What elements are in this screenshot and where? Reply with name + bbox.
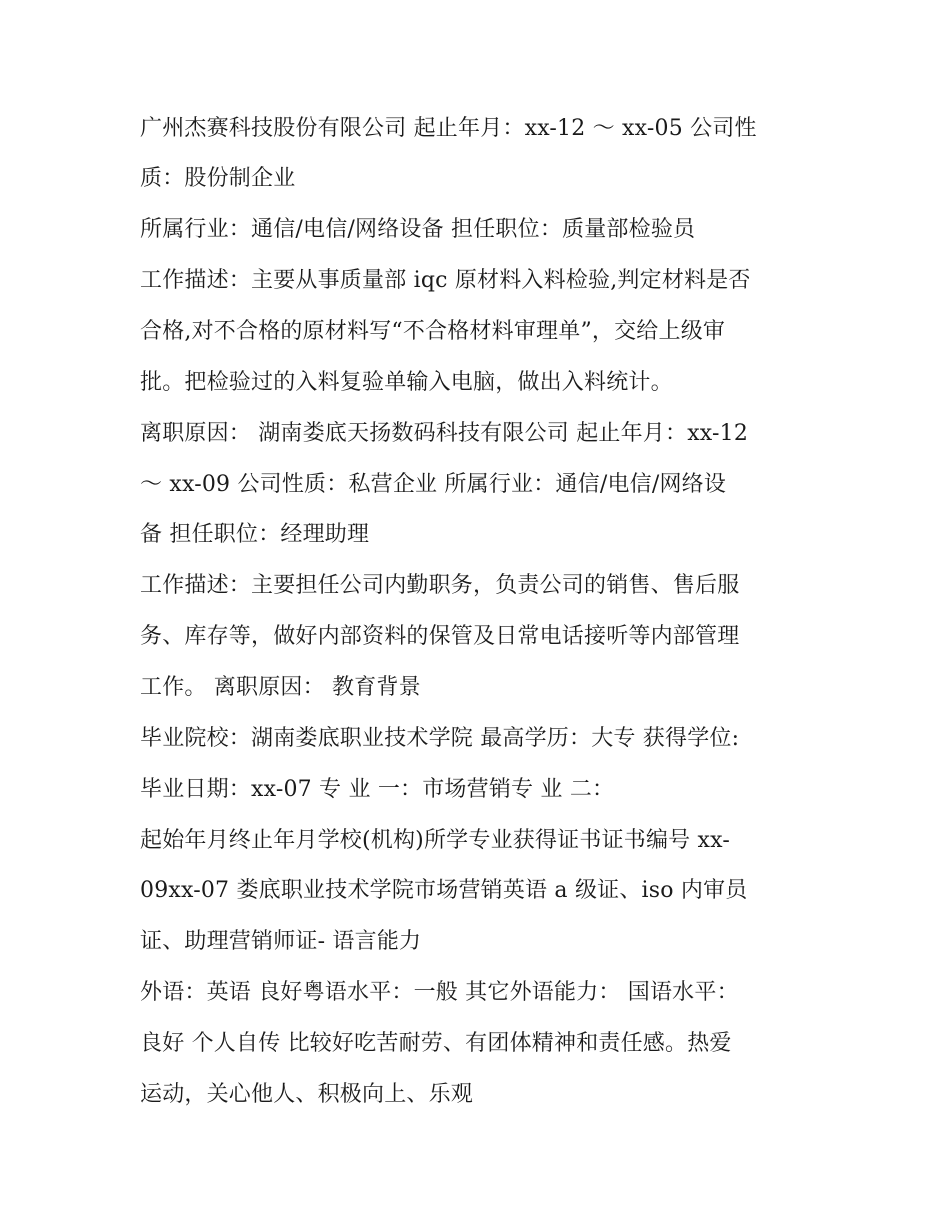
text-line: 批。把检验过的入料复验单输入电脑，做出入料统计。: [140, 370, 673, 395]
text-line: 工作。 离职原因： 教育背景: [140, 675, 421, 700]
text-line: 起始年月终止年月学校(机构)所学专业获得证书证书编号 xx-: [140, 828, 731, 853]
text-line: 运动，关心他人、积极向上、乐观: [140, 1082, 474, 1107]
text-line: 务、库存等，做好内部资料的保管及日常电话接听等内部管理: [140, 624, 740, 649]
text-line: 合格,对不合格的原材料写“不合格材料审理单”，交给上级审: [140, 319, 726, 344]
text-line: 09xx-07 娄底职业技术学院市场营销英语 a 级证、iso 内审员: [140, 878, 748, 903]
text-line: 外语：英语 良好粤语水平：一般 其它外语能力： 国语水平：: [140, 980, 739, 1005]
text-line: 良好 个人自传 比较好吃苦耐劳、有团体精神和责任感。热爱: [140, 1031, 732, 1056]
text-line: 毕业院校：湖南娄底职业技术学院 最高学历：大专 获得学位:: [140, 726, 740, 751]
text-line: 质：股份制企业: [140, 166, 296, 191]
text-line: ～ xx-09 公司性质：私营企业 所属行业：通信/电信/网络设: [140, 472, 727, 497]
text-line: 所属行业：通信/电信/网络设备 担任职位：质量部检验员: [140, 217, 696, 242]
text-line: 工作描述：主要从事质量部 iqc 原材料入料检验,判定材料是否: [140, 268, 751, 293]
text-line: 离职原因： 湖南娄底天扬数码科技有限公司 起止年月：xx-12: [140, 421, 749, 446]
text-line: 广州杰赛科技股份有限公司 起止年月：xx-12 ～ xx-05 公司性: [140, 116, 757, 141]
text-line: 工作描述：主要担任公司内勤职务，负责公司的销售、售后服: [140, 573, 740, 598]
text-line: 备 担任职位：经理助理: [140, 522, 370, 547]
text-line: 毕业日期：xx-07 专 业 一：市场营销专 业 二：: [140, 777, 615, 802]
text-line: 证、助理营销师证- 语言能力: [140, 929, 422, 954]
